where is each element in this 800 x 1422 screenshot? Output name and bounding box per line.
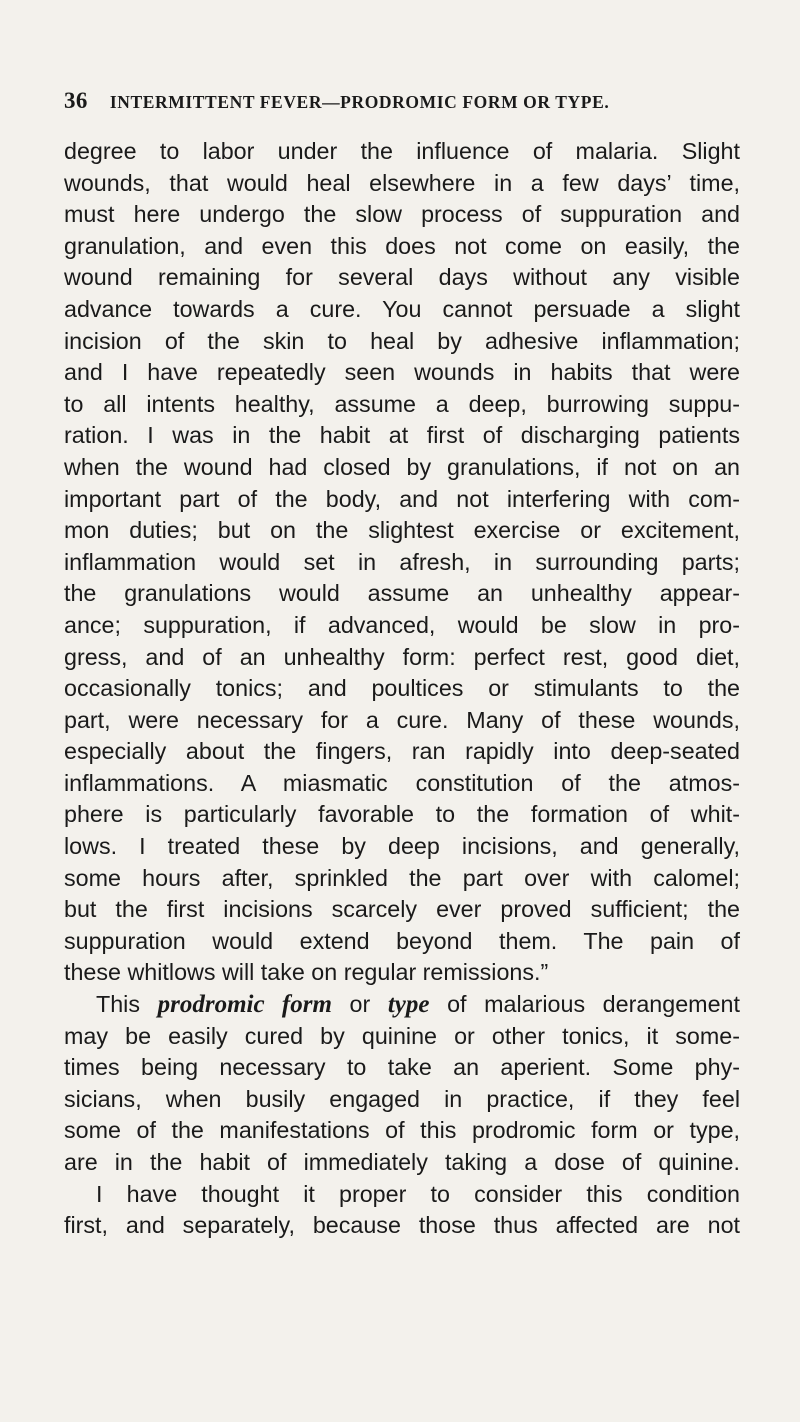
- emphasis-text: prodromic form: [157, 991, 332, 1019]
- text-line: especially about the fingers, ran rapidly into deep-seated: [64, 738, 740, 765]
- text-line: sicians, when busily engaged in practice, if they feel: [64, 1085, 740, 1112]
- text-line: occasionally tonics; and poultices or stimulants to the: [64, 675, 740, 702]
- text-line: and I have repeatedly seen wounds in habits that were: [64, 359, 740, 386]
- text-line: may be easily cured by quinine or other tonics, it some-: [64, 1022, 740, 1049]
- text-line: important part of the body, and not interfering with com-: [64, 485, 740, 512]
- text-line: inflammation would set in afresh, in surrounding parts;: [64, 548, 740, 575]
- text-line: wounds, that would heal elsewhere in a few days’ time,: [64, 169, 740, 196]
- text-line: wound remaining for several days without any visible: [64, 264, 740, 291]
- text-line: first, and separately, because those thus affected are not: [64, 1212, 740, 1239]
- text-line: advance towards a cure. You cannot persuade a slight: [64, 295, 740, 322]
- text-line: but the first incisions scarcely ever proved sufficient; the: [64, 896, 740, 923]
- text-line: I have thought it proper to consider this condition: [96, 1180, 740, 1207]
- emphasis-text: type: [387, 991, 430, 1019]
- text-line: ration. I was in the habit at first of discharging patients: [64, 422, 740, 449]
- text-line: must here undergo the slow process of suppuration and: [64, 201, 740, 228]
- text-line: mon duties; but on the slightest exercise or excitement,: [64, 517, 740, 544]
- text-line: suppuration would extend beyond them. The pain of: [64, 927, 740, 954]
- text-line: to all intents healthy, assume a deep, burrowing suppu-: [64, 390, 740, 417]
- paragraph-opening-line: [64, 989, 740, 1021]
- page-number: 36: [64, 88, 88, 113]
- text-line: some hours after, sprinkled the part over with calomel;: [64, 864, 740, 891]
- text-line: some of the manifestations of this prodromic form or type,: [64, 1117, 740, 1144]
- text-line: when the wound had closed by granulations, if not on an: [64, 453, 740, 480]
- text-line: lows. I treated these by deep incisions, and generally,: [64, 833, 740, 860]
- text-line: times being necessary to take an aperient. Some phy-: [64, 1054, 740, 1081]
- text-line: part, were necessary for a cure. Many of these wounds,: [64, 706, 740, 733]
- text-run: This: [96, 991, 141, 1018]
- text-line: phere is particularly favorable to the formation of whit-: [64, 801, 740, 828]
- text-run: or: [349, 991, 371, 1018]
- text-line: granulation, and even this does not come on easily, the: [64, 232, 740, 259]
- text-line: these whitlows will take on regular remissions.”: [64, 959, 549, 986]
- text-line: gress, and of an unhealthy form: perfect rest, good diet,: [64, 643, 740, 670]
- body-text: [64, 136, 740, 1242]
- text-run: of malarious derangement: [447, 991, 740, 1018]
- text-line: degree to labor under the influence of malaria. Slight: [64, 138, 740, 164]
- running-head: [64, 88, 744, 118]
- text-line: the granulations would assume an unhealthy appear-: [64, 580, 740, 607]
- running-title: INTERMITTENT FEVER—PRODROMIC FORM OR TYPE.: [109, 92, 610, 112]
- text-line: inflammations. A miasmatic constitution of the atmos-: [64, 769, 740, 796]
- text-line: are in the habit of immediately taking a dose of quinine.: [64, 1149, 740, 1175]
- text-line: incision of the skin to heal by adhesive inflammation;: [64, 327, 740, 354]
- text-line: ance; suppuration, if advanced, would be slow in pro-: [64, 611, 740, 638]
